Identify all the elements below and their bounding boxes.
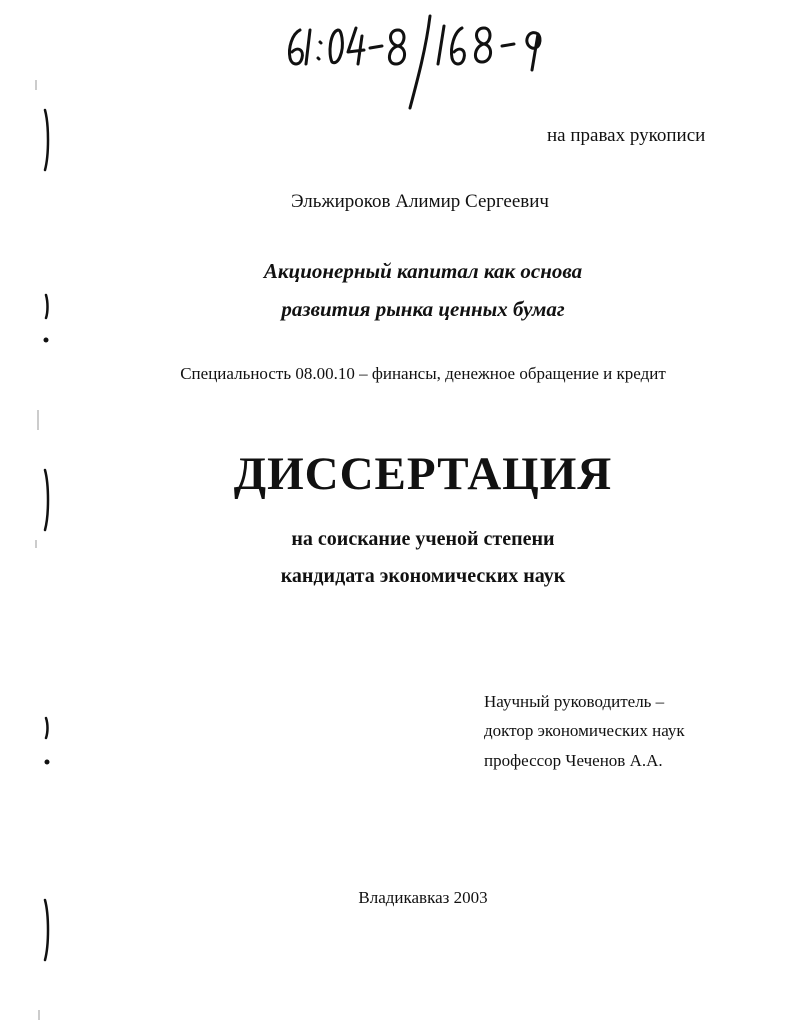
degree-line-1: на соискание ученой степени: [291, 528, 555, 550]
document-type-heading: ДИССЕРТАЦИЯ: [233, 448, 613, 500]
thesis-title-line-2: развития рынка ценных бумаг: [281, 297, 565, 321]
handwritten-archive-number: [270, 8, 570, 113]
thesis-title-line-1: Акционерный капитал как основа: [263, 259, 583, 283]
supervisor-line-2: доктор экономических наук: [484, 721, 685, 740]
city-and-year: Владикавказ 2003: [358, 888, 488, 907]
binding-margin-marks: [0, 0, 80, 1034]
manuscript-rights-note: на правах рукописи: [547, 125, 706, 146]
specialty-line: Специальность 08.00.10 – финансы, денежное обращение и кредит: [180, 364, 666, 383]
degree-line-2: кандидата экономических наук: [280, 565, 566, 587]
supervisor-line-1: Научный руководитель –: [484, 692, 665, 711]
supervisor-line-3: профессор Чеченов А.А.: [484, 751, 663, 770]
author-name: Эльжироков Алимир Сергеевич: [291, 191, 549, 212]
